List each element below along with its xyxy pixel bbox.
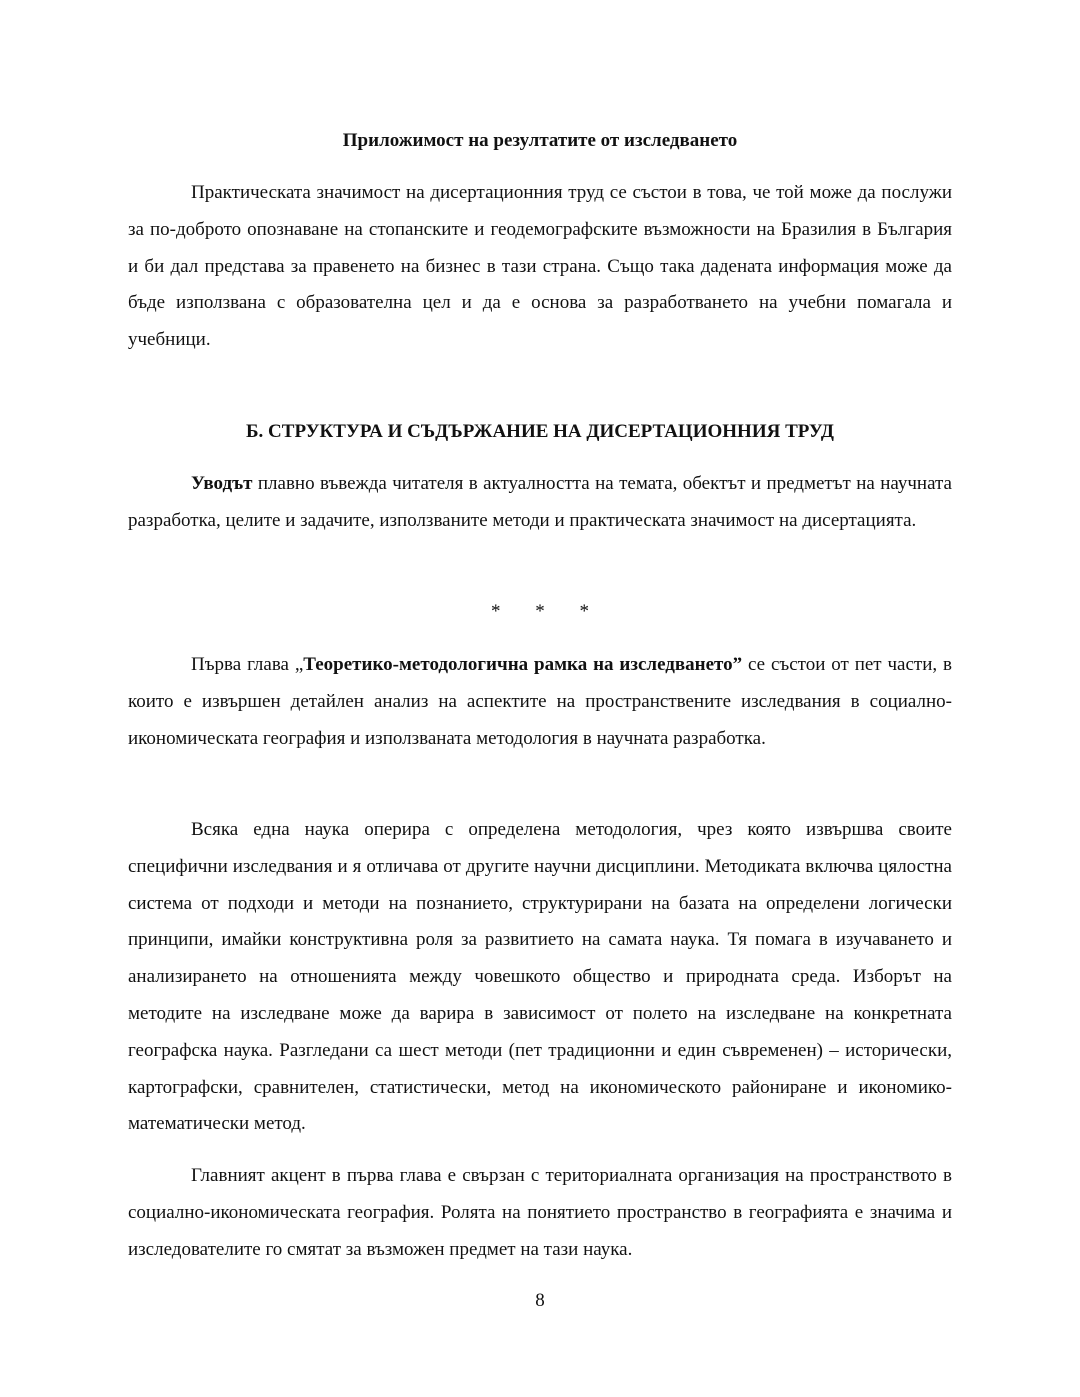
chapter-one-title: Теоретико-методологична рамка на изследването” (303, 654, 743, 675)
intro-text: плавно въвежда читателя в актуалността на темата, обектът и предметът на научната разработка, целите и задачите, използваните методи и практическата значимост на дисертацията. (128, 473, 952, 531)
section-title: Приложимост на резултатите от изследването (342, 130, 738, 151)
methods-paragraph: Всяка една наука оперира с определена методология, чрез която извършва своите специфични изследвания и я отличава от другите научни дисциплини. Методиката включва цялостна система от подходи и методи на познанието, структурирани на базата на определени логически принципи, имайки конструктивна роля за развитието на самата наука. Тя помага в изучаването и анализирането на отношенията между човешкото общество и природната среда. Изборът на методите на изследване може да варира в зависимост от полето на изследване на конкретната географска наука. Разгледани са шест методи (пет традиционни и един съвременен) – исторически, картографски, сравнителен, статистически, метод на икономическото райониране и икономико-математически метод. (128, 819, 952, 1135)
document-page (128, 0, 952, 1397)
chapter-one-prefix: Първа глава „ (191, 654, 304, 675)
applicability-paragraph: Практическата значимост на дисертационния труд се състои в това, че той може да послужи за по-доброто опознаване на стопанските и геодемографските възможности на Бразилия в България и би дал представа за правенето на бизнес в тази страна. Също така дадената информация може да бъде използвана с образователна цел и да е основа за разработването на учебни помагала и учебници. (128, 182, 952, 351)
chapter-one-paragraph (128, 647, 952, 757)
accent-paragraph: Главният акцент в първа глава е свързан с териториалната организация на пространството в социално-икономическата география. Ролята на понятието пространство в географията е значима и изследователите го смятат за възможен предмет на тази наука. (128, 1165, 952, 1260)
part-b-title: Б. СТРУКТУРА И СЪДЪРЖАНИЕ НА ДИСЕРТАЦИОННИЯ ТРУД (246, 421, 834, 442)
section-separator: * * * (491, 601, 589, 622)
page-number: 8 (535, 1290, 545, 1311)
intro-paragraph (128, 466, 952, 540)
intro-bold-lead: Уводът (191, 473, 253, 494)
chapter-one-text: се състои от пет части, в които е извършен детайлен анализ на аспектите на пространствените изследвания в социално-икономическата география и използваната методология в научната разработка. (128, 654, 952, 749)
